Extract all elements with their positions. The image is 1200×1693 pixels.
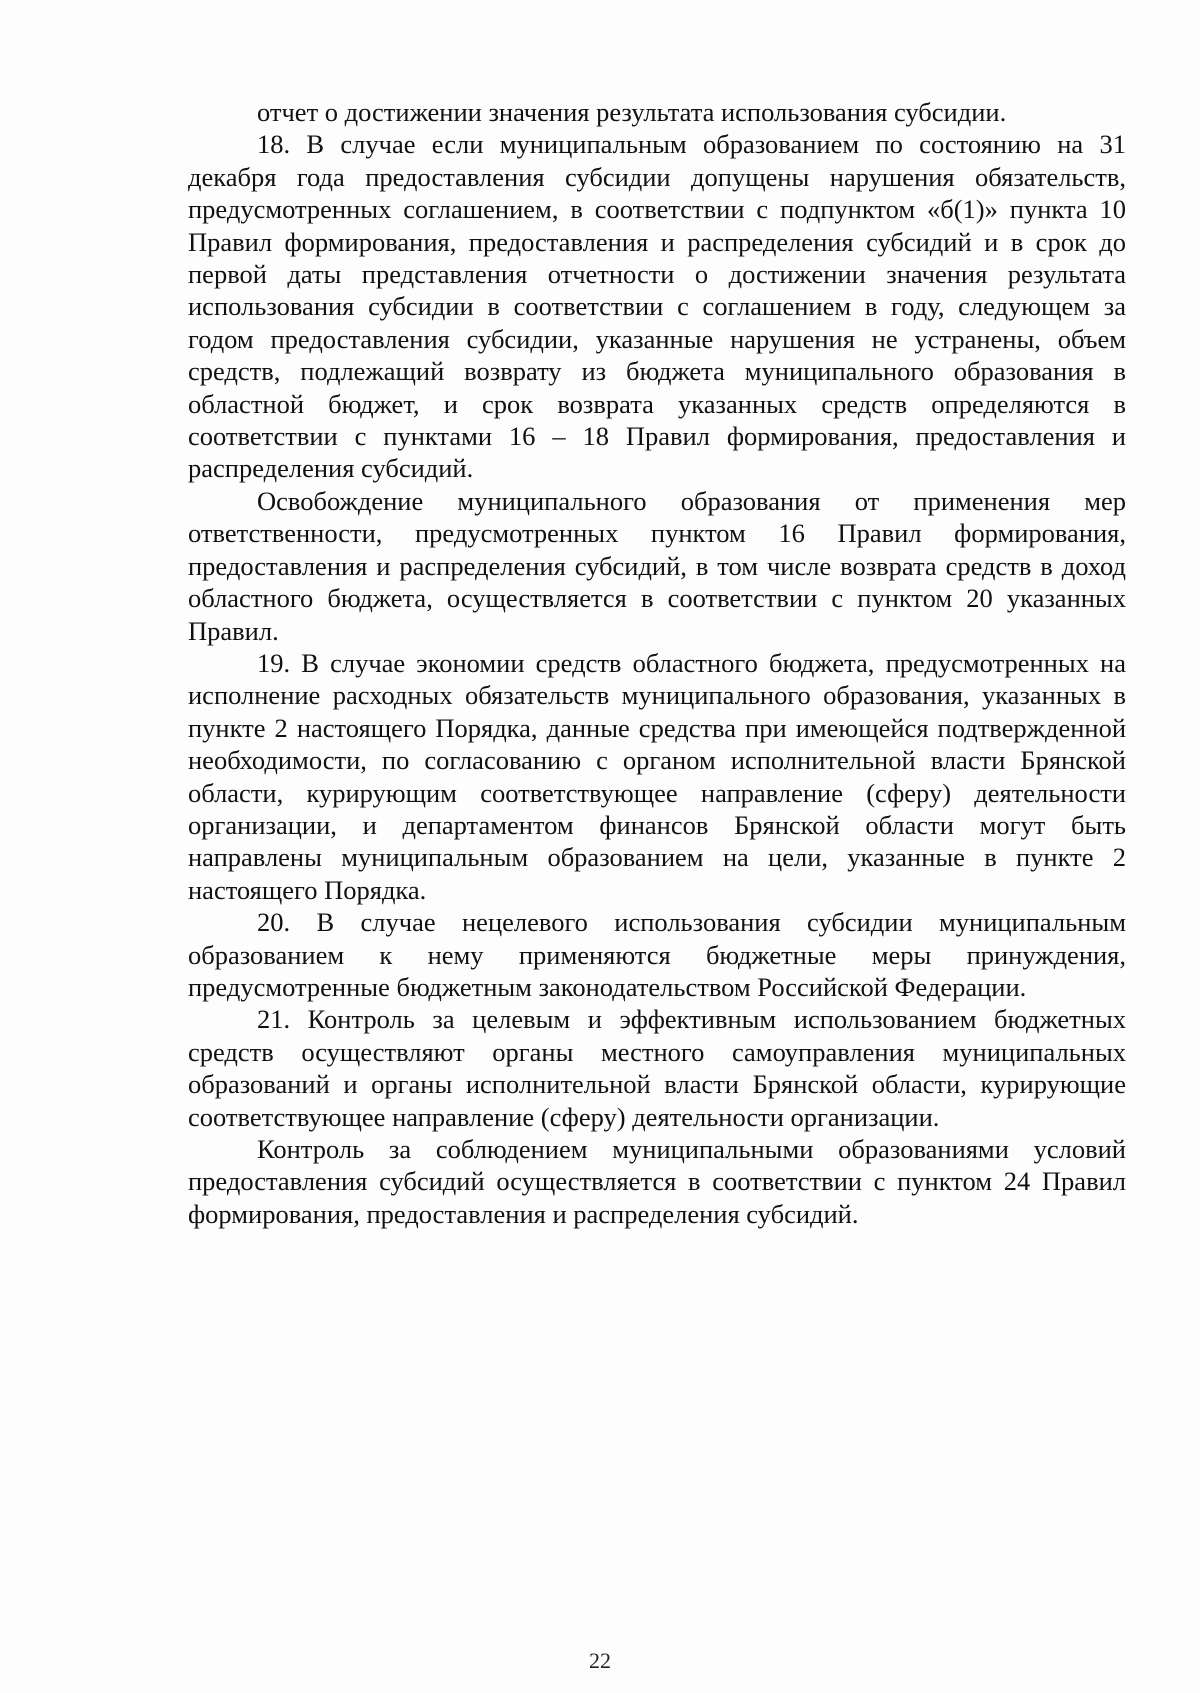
document-body xyxy=(188,96,1126,1230)
paragraph-item-18: 18. В случае если муниципальным образованием по состоянию на 31 декабря года предоставления субсидии допущены нарушения обязательств, предусмотренных соглашением, в соответствии с подпунктом «б(1)» пункта 10 Правил формирования, предоставления и распределения субсидий и в срок до первой даты представления отчетности о достижении значения результата использования субсидии в соответствии с соглашением в году, следующем за годом предоставления субсидии, указанные нарушения не устранены, объем средств, подлежащий возврату из бюджета муниципального образования в областной бюджет, и срок возврата указанных средств определяются в соответствии с пунктами 16 – 18 Правил формирования, предоставления и распределения субсидий. xyxy=(188,129,1126,484)
paragraph-exemption: Освобождение муниципального образования от применения мер ответственности, предусмотренных пунктом 16 Правил формирования, предоставления и распределения субсидий, в том числе возврата средств в доход областного бюджета, осуществляется в соответствии с пунктом 20 указанных Правил. xyxy=(188,485,1126,646)
paragraph-item-21: 21. Контроль за целевым и эффективным использованием бюджетных средств осуществляют органы местного самоуправления муниципальных образований и органы исполнительной власти Брянской области, курирующие соответствующее направление (сферу) деятельности организации. xyxy=(188,1004,1126,1132)
paragraph-item-20: 20. В случае нецелевого использования субсидии муниципальным образованием к нему применяются бюджетные меры принуждения, предусмотренные бюджетным законодательством Российской Федерации. xyxy=(188,907,1126,1002)
paragraph-continuation: отчет о достижении значения результата использования субсидии. xyxy=(257,97,1007,127)
paragraph-control: Контроль за соблюдением муниципальными образованиями условий предоставления субсидий осуществляется в соответствии с пунктом 24 Правил формирования, предоставления и распределения субсидий. xyxy=(188,1134,1126,1229)
page-number: 22 xyxy=(589,1648,611,1673)
paragraph-item-19: 19. В случае экономии средств областного бюджета, предусмотренных на исполнение расходных обязательств муниципального образования, указанных в пункте 2 настоящего Порядка, данные средства при имеющейся подтвержденной необходимости, по согласованию с органом исполнительной власти Брянской области, курирующим соответствующее направление (сферу) деятельности организации, и департаментом финансов Брянской области могут быть направлены муниципальным образованием на цели, указанные в пункте 2 настоящего Порядка. xyxy=(188,647,1126,905)
